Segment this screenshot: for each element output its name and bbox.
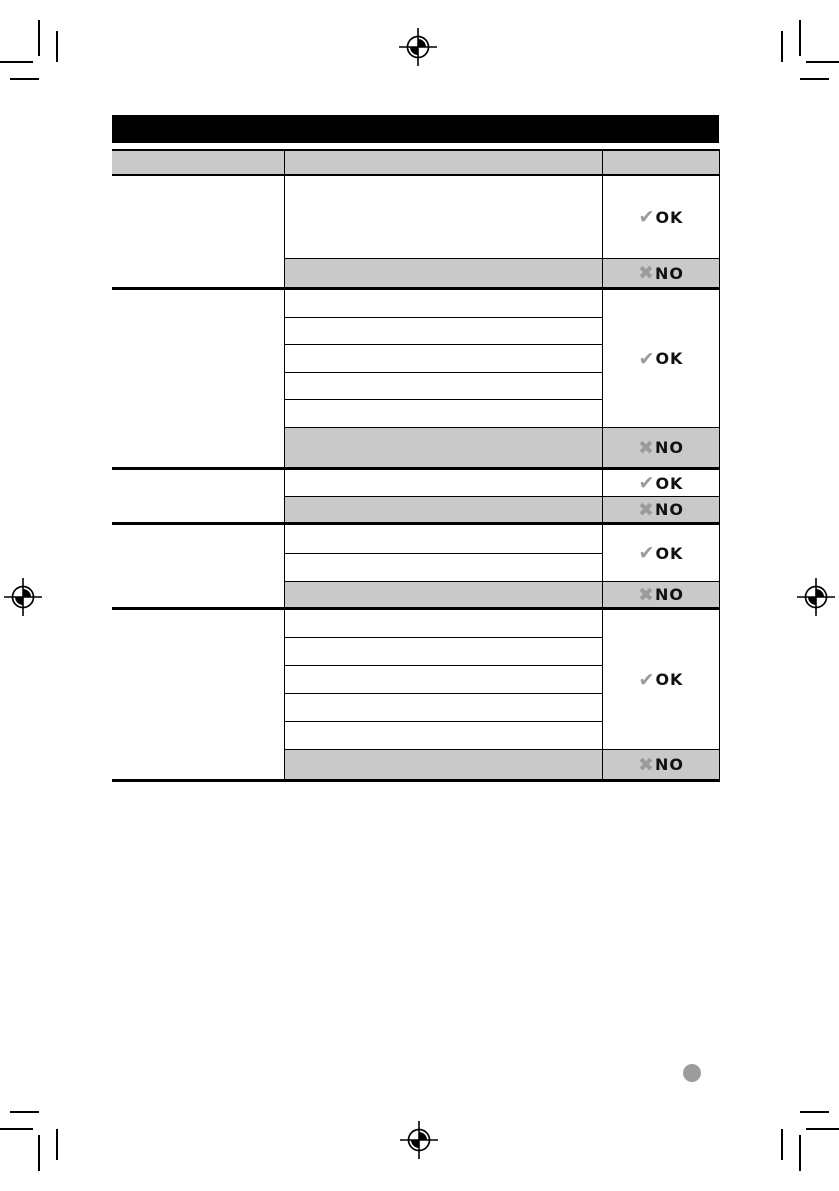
no-row	[285, 581, 719, 607]
crop-mark	[800, 78, 829, 80]
no-cell	[603, 259, 719, 287]
ok-cell	[603, 525, 719, 581]
crop-mark	[781, 31, 783, 62]
ok-cell	[603, 176, 719, 258]
table-section-2	[112, 290, 719, 470]
ok-cell	[603, 290, 719, 427]
status-table	[112, 149, 720, 782]
no-cell	[603, 428, 719, 467]
cross-icon: ✖	[638, 753, 654, 776]
no-badge-label: NO	[654, 585, 684, 604]
crop-mark	[38, 1135, 40, 1171]
page-number-dot	[683, 1064, 701, 1082]
check-icon: ✔	[638, 542, 655, 564]
registration-mark-icon	[400, 1121, 438, 1159]
crop-mark	[10, 1111, 39, 1113]
ok-badge	[639, 206, 684, 228]
ok-row-group	[285, 610, 719, 749]
ok-badge-label: OK	[655, 473, 684, 493]
table-row	[285, 610, 602, 638]
no-row	[285, 427, 719, 467]
table-row	[285, 722, 602, 749]
ok-badge	[639, 542, 684, 564]
crop-mark	[0, 61, 33, 63]
category-cell	[112, 610, 285, 779]
no-badge	[638, 754, 684, 776]
header-cell-category	[112, 151, 285, 174]
no-cell	[603, 497, 719, 522]
no-badge-label: NO	[654, 500, 684, 519]
ok-cell	[603, 610, 719, 749]
table-row	[285, 638, 602, 666]
table-row	[285, 176, 602, 258]
ok-row-group	[285, 176, 719, 258]
no-badge-label: NO	[654, 263, 684, 283]
registration-mark-icon	[399, 28, 437, 66]
header-cell-description	[285, 151, 603, 174]
table-row	[285, 694, 602, 722]
crop-mark	[800, 1111, 829, 1113]
registration-mark-icon	[797, 578, 835, 616]
no-cell	[603, 582, 719, 607]
check-icon: ✔	[638, 206, 655, 228]
table-row	[285, 428, 603, 467]
check-icon: ✔	[638, 472, 655, 494]
no-badge	[638, 584, 684, 606]
table-row	[285, 470, 602, 496]
crop-mark	[56, 1129, 58, 1160]
crop-mark	[799, 1135, 801, 1171]
category-cell	[112, 176, 285, 287]
cross-icon: ✖	[638, 583, 654, 606]
check-icon: ✔	[638, 668, 655, 691]
crop-mark	[781, 1129, 783, 1160]
no-badge	[638, 262, 684, 284]
crop-mark	[0, 1128, 33, 1130]
registration-mark-icon	[4, 578, 42, 616]
cross-icon: ✖	[638, 436, 654, 459]
no-row	[285, 496, 719, 522]
ok-row-group	[285, 290, 719, 427]
section-title-bar	[112, 115, 719, 143]
table-section-4	[112, 525, 719, 610]
table-row	[285, 497, 603, 522]
crop-mark	[806, 61, 839, 63]
table-section-3	[112, 470, 719, 525]
crop-mark	[806, 1128, 839, 1130]
crop-mark	[799, 20, 801, 56]
table-row	[285, 525, 602, 554]
ok-cell	[603, 470, 719, 496]
no-cell	[603, 750, 719, 779]
table-row	[285, 666, 602, 694]
table-section-5	[112, 610, 719, 782]
table-row	[285, 259, 603, 287]
no-row	[285, 258, 719, 287]
category-cell	[112, 290, 285, 467]
cross-icon: ✖	[638, 262, 654, 284]
no-badge	[638, 437, 684, 459]
table-row	[285, 750, 603, 779]
header-cell-result	[603, 151, 719, 174]
ok-badge	[639, 472, 684, 494]
table-row	[285, 554, 602, 582]
cross-icon: ✖	[638, 498, 654, 521]
ok-row-group	[285, 525, 719, 581]
ok-badge-label: OK	[655, 543, 684, 563]
table-row	[285, 290, 602, 318]
no-badge-label: NO	[654, 438, 684, 457]
table-row	[285, 400, 602, 427]
ok-badge-label: OK	[655, 207, 684, 227]
crop-mark	[56, 31, 58, 62]
category-cell	[112, 525, 285, 607]
table-row	[285, 318, 602, 346]
table-header-row	[112, 149, 719, 176]
no-badge	[638, 499, 684, 521]
no-row	[285, 749, 719, 779]
ok-badge	[639, 669, 684, 691]
ok-badge	[639, 348, 684, 370]
ok-badge-label: OK	[655, 670, 684, 689]
check-icon: ✔	[638, 347, 655, 370]
table-row	[285, 582, 603, 607]
no-badge-label: NO	[654, 755, 684, 774]
table-row	[285, 345, 602, 373]
table-row	[285, 373, 602, 401]
crop-mark	[38, 20, 40, 56]
ok-badge-label: OK	[655, 349, 684, 368]
ok-row-group	[285, 470, 719, 496]
table-section-1	[112, 176, 719, 290]
crop-mark	[10, 78, 39, 80]
category-cell	[112, 470, 285, 522]
